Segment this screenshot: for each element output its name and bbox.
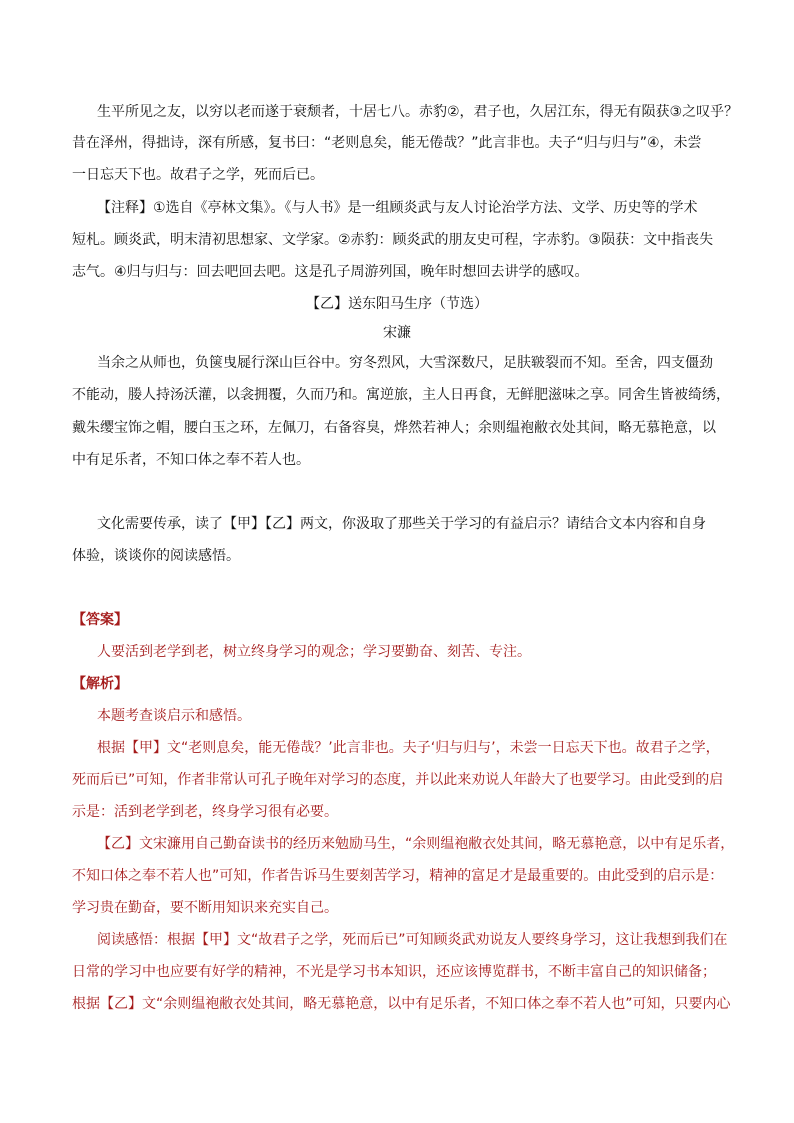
analysis-line: 【乙】文宋濂用自己勤奋读书的经历来勉励马生，“余则缊袍敝衣处其间，略无慕艳意，以中有足乐者，	[97, 836, 735, 852]
note-line: 短札。顾炎武，明末清初思想家、文学家。②赤豹：顾炎武的朋友史可程，字赤豹。③陨获：文中指丧失	[72, 232, 714, 248]
analysis-line: 示是：活到老学到老，终身学习很有必要。	[72, 804, 338, 820]
analysis-line: 根据【乙】文“余则缊袍敝衣处其间，略无慕艳意，以中有足乐者，不知口体之奉不若人也”可知，只要内心	[72, 996, 731, 1012]
note-line: 志气。④归与归与：回去吧回去吧。这是孔子周游列国，晚年时想回去讲学的感叹。	[72, 264, 589, 280]
analysis-line: 阅读感悟：根据【甲】文“故君子之学，死而后已”可知顾炎武劝说友人要终身学习，这让我想到我们在	[97, 932, 728, 948]
passage-author: 宋濂	[383, 325, 411, 341]
question-line: 文化需要传承，读了【甲】【乙】两文，你汲取了那些关于学习的有益启示？请结合文本内容和自身	[97, 516, 706, 532]
analysis-line: 日常的学习中也应要有好学的精神，不光是学习书本知识，还应该博览群书，不断丰富自己的知识储备；	[72, 964, 716, 980]
passage-yi-line: 中有足乐者，不知口体之奉不若人也。	[72, 452, 310, 468]
analysis-line: 本题考查谈启示和感悟。	[97, 708, 251, 724]
passage-jia-line: 昔在泽州，得拙诗，深有所感，复书曰：“老则息矣，能无倦哉？”此言非也。夫子“归与归与”④，未尝	[72, 135, 702, 151]
analysis-line: 不知口体之奉不若人也”可知，作者告诉马生要刻苦学习，精神的富足才是最重要的。由此受到的启示是：	[72, 868, 724, 884]
passage-yi-line: 戴朱缨宝饰之帽，腰白玉之环，左佩刀，右备容臭，烨然若神人；余则缊袍敝衣处其间，略无慕艳意，以	[72, 420, 716, 436]
question-line: 体验，谈谈你的阅读感悟。	[72, 548, 240, 564]
answer-text: 人要活到老学到老，树立终身学习的观念；学习要勤奋、刻苦、专注。	[97, 644, 531, 660]
answer-label: 【答案】	[72, 612, 128, 628]
passage-title: 【乙】送东阳马生序（节选）	[306, 296, 488, 312]
passage-yi-line: 不能动，媵人持汤沃灌，以衾拥覆，久而乃和。寓逆旅，主人日再食，无鲜肥滋味之享。同舍生皆被绮绣，	[72, 387, 730, 403]
analysis-line: 根据【甲】文“老则息矣，能无倦哉？’此言非也。夫子‘归与归与’，未尝一日忘天下也。故君子之学，	[97, 740, 720, 756]
analysis-line: 死而后已”可知，作者非常认可孔子晚年对学习的态度，并以此来劝说人年龄大了也要学习。由此受到的启	[72, 772, 724, 788]
analysis-label: 【解析】	[72, 676, 128, 692]
passage-jia-line: 生平所见之友，以穷以老而遂于衰颓者，十居七八。赤豹②，君子也，久居江东，得无有陨获③之叹乎？	[97, 104, 739, 120]
passage-yi-line: 当余之从师也，负箧曳屣行深山巨谷中。穷冬烈风，大雪深数尺，足肤皲裂而不知。至舍，四支僵劲	[97, 355, 713, 371]
note-line: 【注释】①选自《亭林文集》。《与人书》是一组顾炎武与友人讨论治学方法、文学、历史等的学术	[97, 200, 698, 216]
analysis-line: 学习贵在勤奋，要不断用知识来充实自己。	[72, 900, 338, 916]
passage-jia-line: 一日忘天下也。故君子之学，死而后已。	[72, 167, 324, 183]
